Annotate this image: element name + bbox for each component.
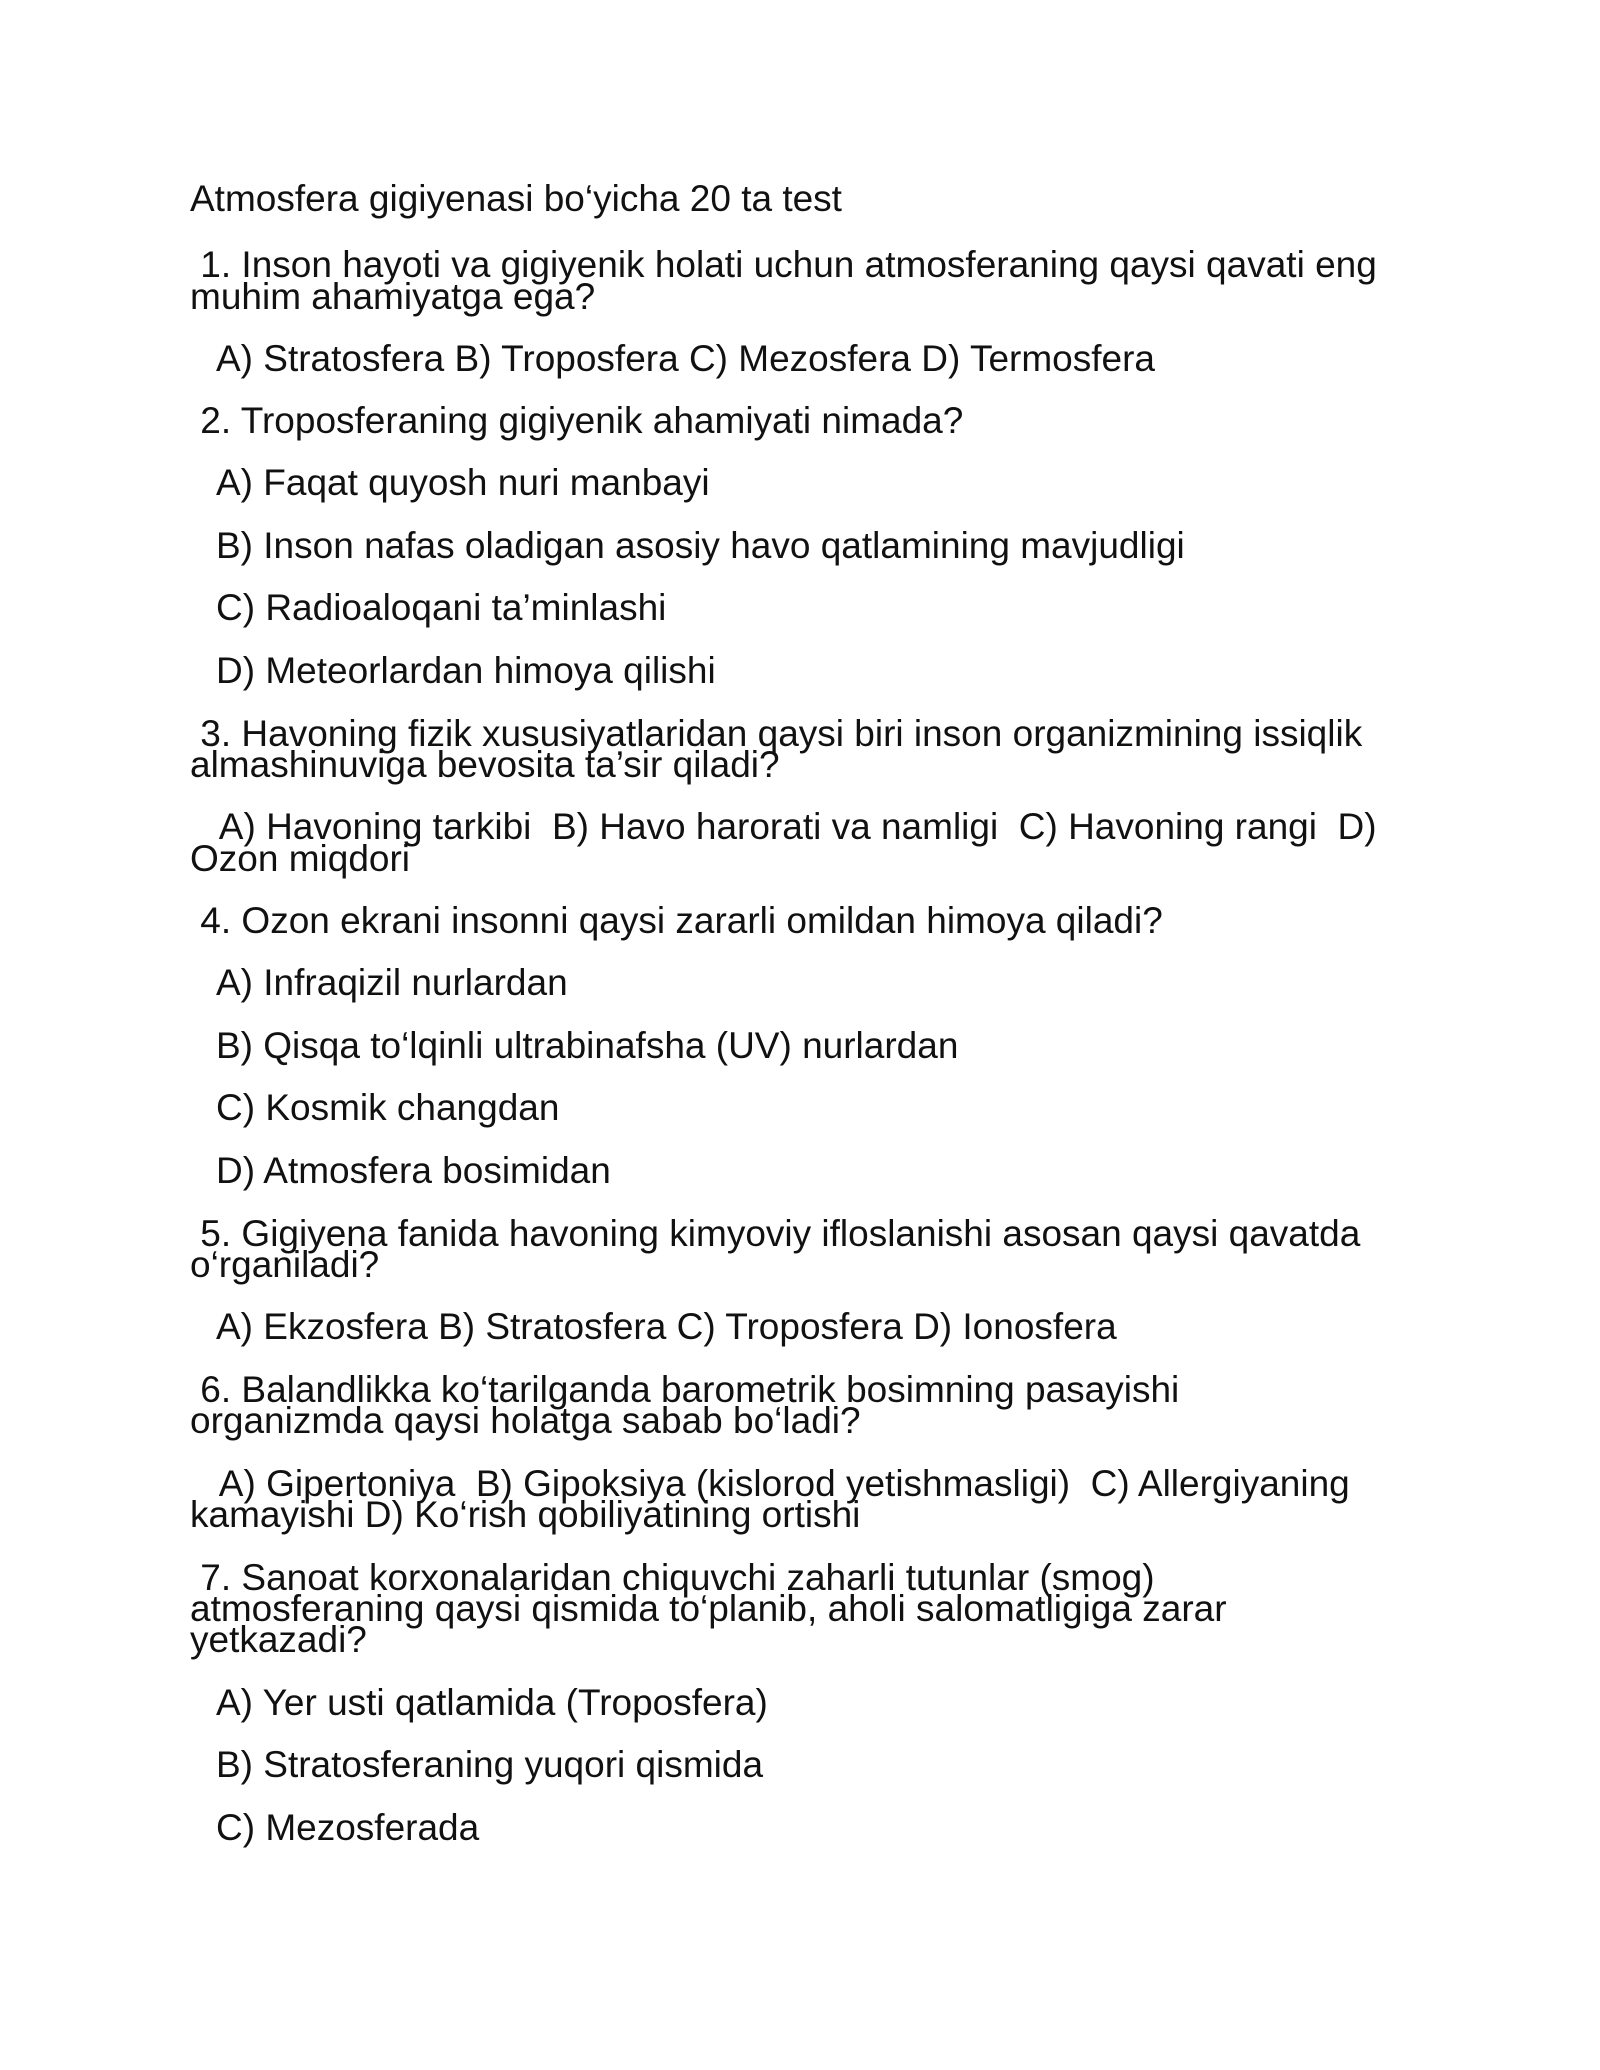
question-3-options-line-1: A) Havoning tarkibi B) Havo harorati va namligi C) Havoning rangi D) [190, 806, 1377, 847]
question-3-text-line-2: almashinuviga bevosita ta’sir qiladi? [190, 744, 780, 785]
question-3-text-line-1: 3. Havoning fizik xususiyatlaridan qaysi biri inson organizmining issiqlik [190, 713, 1363, 754]
question-1-text-line-1: 1. Inson hayoti va gigiyenik holati uchun atmosferaning qaysi qavati eng [190, 244, 1377, 285]
question-4-text: 4. Ozon ekrani insonni qaysi zararli omildan himoya qiladi? [190, 900, 1163, 941]
question-2-option-b: B) Inson nafas oladigan asosiy havo qatlamining mavjudligi [216, 525, 1185, 566]
question-6-options-line-2: kamayishi D) Ko‘rish qobiliyatining ortishi [190, 1494, 861, 1535]
question-4-option-a: A) Infraqizil nurlardan [216, 962, 568, 1003]
question-1-options: A) Stratosfera B) Troposfera C) Mezosfera D) Termosfera [216, 338, 1156, 379]
question-2-option-a: A) Faqat quyosh nuri manbayi [216, 462, 710, 503]
question-5-text-line-2: o‘rganiladi? [190, 1244, 380, 1285]
question-7-text-line-3: yetkazadi? [190, 1619, 367, 1660]
question-6-text-line-1: 6. Balandlikka ko‘tarilganda barometrik bosimning pasayishi [190, 1369, 1180, 1410]
question-7-option-a: A) Yer usti qatlamida (Troposfera) [216, 1682, 768, 1723]
question-7-option-c: C) Mezosferada [216, 1807, 480, 1848]
question-2-option-c: C) Radioaloqani ta’minlashi [216, 587, 667, 628]
document-title: Atmosfera gigiyenasi bo‘yicha 20 ta test [190, 178, 842, 219]
question-4-option-d: D) Atmosfera bosimidan [216, 1150, 611, 1191]
question-7-text-line-2: atmosferaning qaysi qismida to‘planib, aholi salomatligiga zarar [190, 1588, 1227, 1629]
question-1-text-line-2: muhim ahamiyatga ega? [190, 276, 596, 317]
question-2-text: 2. Troposferaning gigiyenik ahamiyati nimada? [190, 400, 964, 441]
question-5-text-line-1: 5. Gigiyena fanida havoning kimyoviy ifloslanishi asosan qaysi qavatda [190, 1213, 1361, 1254]
question-2-option-d: D) Meteorlardan himoya qilishi [216, 650, 716, 691]
question-4-option-c: C) Kosmik changdan [216, 1087, 560, 1128]
question-7-text-line-1: 7. Sanoat korxonalaridan chiquvchi zaharli tutunlar (smog) [190, 1557, 1155, 1598]
question-3-options-line-2: Ozon miqdori [190, 838, 411, 879]
question-6-text-line-2: organizmda qaysi holatga sabab bo‘ladi? [190, 1400, 861, 1441]
question-7-option-b: B) Stratosferaning yuqori qismida [216, 1744, 764, 1785]
question-6-options-line-1: A) Gipertoniya B) Gipoksiya (kislorod yetishmasligi) C) Allergiyaning [190, 1463, 1350, 1504]
question-5-options: A) Ekzosfera B) Stratosfera C) Troposfera D) Ionosfera [216, 1306, 1117, 1347]
question-4-option-b: B) Qisqa to‘lqinli ultrabinafsha (UV) nurlardan [216, 1025, 959, 1066]
